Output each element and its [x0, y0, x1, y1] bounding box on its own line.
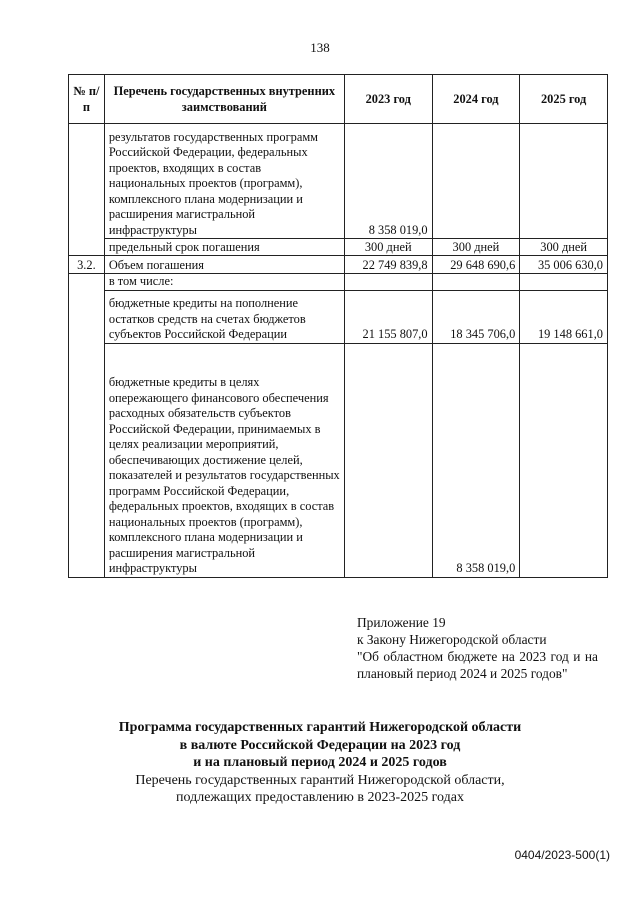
row-2025: 19 148 661,0 [520, 290, 608, 343]
program-title-line-1: Программа государственных гарантий Нижегородской области [118, 720, 522, 735]
header-name: Перечень государственных внутренних заимствований [104, 75, 344, 124]
header-2023: 2023 год [344, 75, 432, 124]
row-num [69, 290, 105, 343]
row-num: 3.2. [69, 256, 105, 274]
borrowings-table [68, 74, 608, 578]
row-name: предельный срок погашения [104, 239, 344, 256]
row-2025 [520, 274, 608, 291]
appendix-number: Приложение 19 [357, 615, 446, 630]
row-2023 [344, 343, 432, 577]
row-num [69, 343, 105, 577]
row-name: результатов государственных программ Российской Федерации, федеральных проектов, входящих в состав национальных проектов (программ), комплексного плана модернизации и расширения магистральной инфраструктуры [104, 124, 344, 239]
program-title-line-2: в валюте Российской Федерации на 2023 год [179, 737, 461, 753]
table-row [69, 124, 608, 239]
document-code: 0404/2023-500(1) [514, 848, 610, 862]
row-name: Объем погашения [104, 256, 344, 274]
table-row [69, 274, 608, 291]
row-name: в том числе: [104, 274, 344, 291]
appendix-block [357, 614, 598, 682]
program-subtitle-line-2: подлежащих предоставлению в 2023-2025 годах [176, 790, 464, 805]
page-number: 138 [310, 40, 330, 55]
row-2023: 300 дней [344, 239, 432, 256]
row-2023: 8 358 019,0 [344, 124, 432, 239]
table-row [69, 343, 608, 577]
appendix-law: к Закону Нижегородской области [357, 632, 547, 647]
row-name: бюджетные кредиты в целях опережающего финансового обеспечения расходных обязательств субъектов Российской Федерации, принимаемых в целях реализации мероприятий, обеспечивающих достижение целей, показателей и результатов государственных программ Российской Федерации, федеральных проектов, входящих в состав национальных проектов (программ), комплексного плана модернизации и расширения магистральной инфраструктуры [104, 343, 344, 577]
table-row [69, 290, 608, 343]
row-2025: 35 006 630,0 [520, 256, 608, 274]
program-title-block [40, 719, 600, 807]
row-num [69, 239, 105, 256]
row-num [69, 124, 105, 239]
row-2023 [344, 274, 432, 291]
row-2023: 22 749 839,8 [344, 256, 432, 274]
row-num [69, 274, 105, 291]
row-2025: 300 дней [520, 239, 608, 256]
row-name: бюджетные кредиты на пополнение остатков средств на счетах бюджетов субъектов Российской Федерации [104, 290, 344, 343]
row-2024: 18 345 706,0 [432, 290, 520, 343]
header-2024: 2024 год [432, 75, 520, 124]
row-2025 [520, 343, 608, 577]
row-2024 [432, 124, 520, 239]
header-2025: 2025 год [520, 75, 608, 124]
row-2025 [520, 124, 608, 239]
row-2024: 29 648 690,6 [432, 256, 520, 274]
header-num: № п/п [69, 75, 105, 124]
row-2024: 300 дней [432, 239, 520, 256]
appendix-law-title: "Об областном бюджете на 2023 год и на плановый период 2024 и 2025 годов" [357, 649, 598, 681]
program-subtitle-line-1: Перечень государственных гарантий Нижегородской области, [135, 772, 505, 788]
table-row [69, 239, 608, 256]
table-header-row [69, 75, 608, 124]
row-2023: 21 155 807,0 [344, 290, 432, 343]
row-2024 [432, 274, 520, 291]
table-row [69, 256, 608, 274]
row-2024: 8 358 019,0 [432, 343, 520, 577]
program-title-line-3: и на плановый период 2024 и 2025 годов [193, 755, 447, 770]
